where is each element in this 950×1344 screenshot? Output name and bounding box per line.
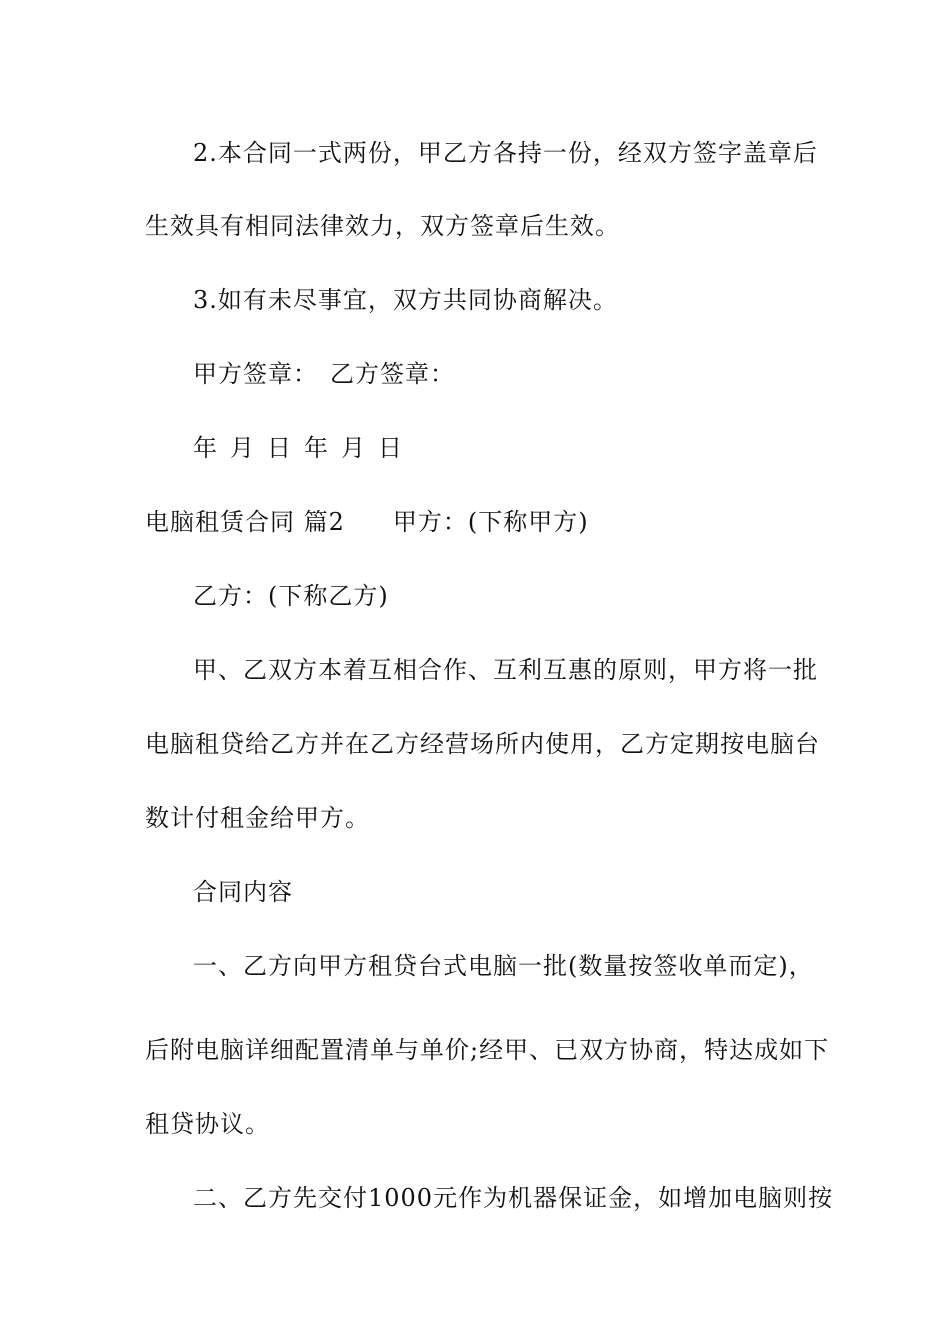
date-a-month: 月 bbox=[230, 434, 255, 462]
item-1-line-3: 租贷协议。 bbox=[145, 1110, 270, 1138]
contract-heading: 合同内容 bbox=[193, 878, 293, 906]
party-b-line: 乙方：(下称乙方) bbox=[193, 582, 389, 610]
intro-line-1: 甲、乙双方本着互相合作、互利互惠的原则，甲方将一批 bbox=[193, 656, 818, 684]
date-a-day: 日 bbox=[267, 434, 292, 462]
date-a-year: 年 bbox=[193, 434, 218, 462]
intro-line-3: 数计付租金给甲方。 bbox=[145, 804, 370, 832]
section-title: 电脑租赁合同 篇2 bbox=[145, 508, 345, 536]
intro-line-2: 电脑租贷给乙方并在乙方经营场所内使用，乙方定期按电脑台 bbox=[145, 730, 820, 758]
item-1-line-2: 后附电脑详细配置清单与单价;经甲、已双方协商，特达成如下 bbox=[145, 1036, 830, 1064]
item-1-line-1: 一、乙方向甲方租贷台式电脑一批(数量按签收单而定)， bbox=[193, 952, 814, 980]
date-b-month: 月 bbox=[341, 434, 366, 462]
party-b-signature-label: 乙方签章： bbox=[330, 360, 455, 388]
section-title-line bbox=[145, 507, 589, 537]
party-a-signature-label: 甲方签章： bbox=[193, 360, 318, 388]
clause-3: 3.如有未尽事宜，双方共同协商解决。 bbox=[193, 286, 618, 314]
date-b-year: 年 bbox=[304, 434, 329, 462]
clause-2-line-1: 2.本合同一式两份，甲乙方各持一份，经双方签字盖章后 bbox=[193, 139, 818, 167]
date-line bbox=[193, 433, 403, 463]
date-b-day: 日 bbox=[378, 434, 403, 462]
item-2-line-1: 二、乙方先交付1000元作为机器保证金，如增加电脑则按 bbox=[193, 1184, 834, 1212]
clause-2-line-2: 生效具有相同法律效力，双方签章后生效。 bbox=[145, 212, 620, 240]
signature-line bbox=[193, 359, 455, 389]
party-a-line: 甲方：(下称甲方) bbox=[392, 508, 589, 536]
